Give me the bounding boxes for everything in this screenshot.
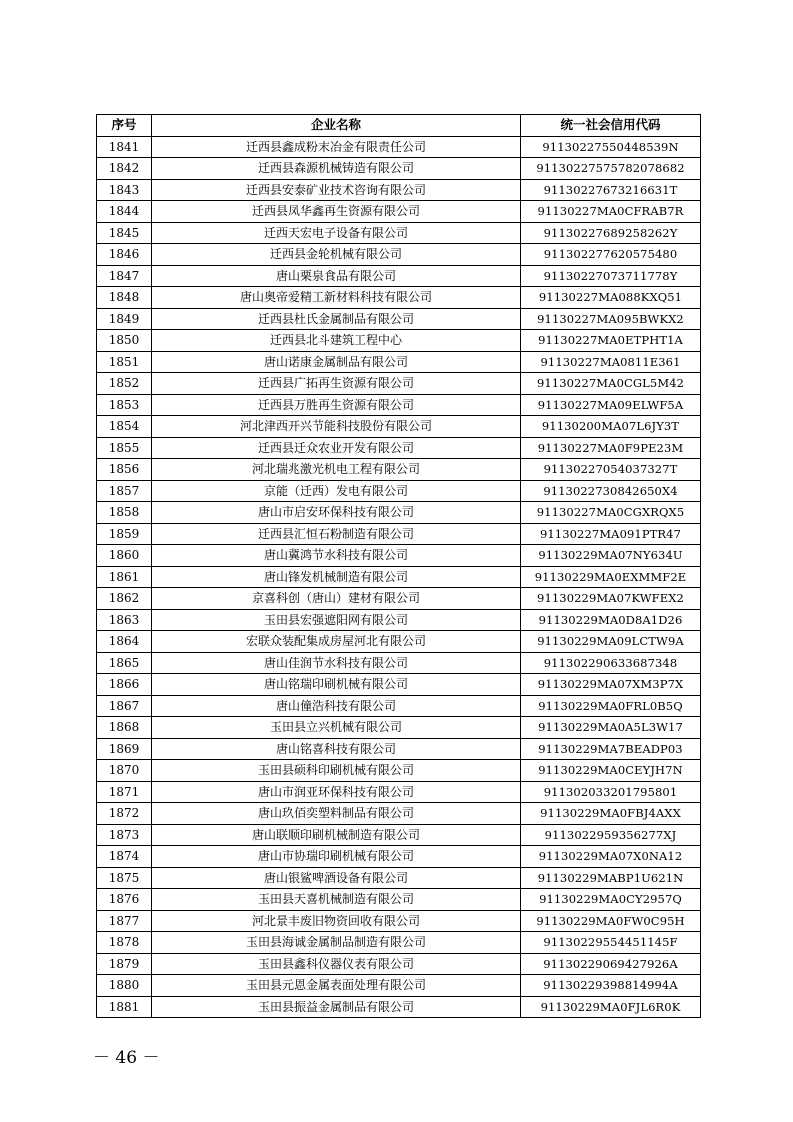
table-row <box>97 179 701 201</box>
cell-serial: 1851 <box>97 351 152 373</box>
table-row <box>97 674 701 696</box>
cell-serial: 1863 <box>97 609 152 631</box>
cell-company-name: 迁西县迁众农业开发有限公司 <box>152 437 521 459</box>
cell-company-name: 玉田县立兴机械有限公司 <box>152 717 521 739</box>
cell-credit-code: 91130227MA0ETPHT1A <box>521 330 701 352</box>
cell-credit-code: 911302277620575480 <box>521 244 701 266</box>
cell-company-name: 唐山市协瑞印刷机械有限公司 <box>152 846 521 868</box>
cell-credit-code: 9113022730842650X4 <box>521 480 701 502</box>
cell-credit-code: 9113022959356277XJ <box>521 824 701 846</box>
cell-company-name: 唐山市润亚环保科技有限公司 <box>152 781 521 803</box>
cell-credit-code: 91130227MA0CGXRQX5 <box>521 502 701 524</box>
cell-serial: 1869 <box>97 738 152 760</box>
cell-credit-code: 91130227689258262Y <box>521 222 701 244</box>
cell-company-name: 玉田县鑫科仪器仪表有限公司 <box>152 953 521 975</box>
table-row <box>97 695 701 717</box>
cell-company-name: 唐山铭喜科技有限公司 <box>152 738 521 760</box>
cell-serial: 1872 <box>97 803 152 825</box>
cell-credit-code: 91130227MA091PTR47 <box>521 523 701 545</box>
cell-company-name: 迁西县广拓再生资源有限公司 <box>152 373 521 395</box>
cell-credit-code: 91130227MA088KXQ51 <box>521 287 701 309</box>
cell-serial: 1875 <box>97 867 152 889</box>
table-row <box>97 932 701 954</box>
cell-serial: 1879 <box>97 953 152 975</box>
cell-company-name: 迁西县森源机械铸造有限公司 <box>152 158 521 180</box>
table-row <box>97 953 701 975</box>
cell-company-name: 玉田县海诚金属制品制造有限公司 <box>152 932 521 954</box>
cell-credit-code: 91130229MA0CEYJH7N <box>521 760 701 782</box>
table-row <box>97 416 701 438</box>
table-row <box>97 781 701 803</box>
cell-serial: 1852 <box>97 373 152 395</box>
cell-credit-code: 91130229MA07NY634U <box>521 545 701 567</box>
cell-serial: 1856 <box>97 459 152 481</box>
cell-serial: 1848 <box>97 287 152 309</box>
cell-company-name: 玉田县元恩金属表面处理有限公司 <box>152 975 521 997</box>
cell-serial: 1855 <box>97 437 152 459</box>
table-row <box>97 867 701 889</box>
cell-company-name: 玉田县天喜机械制造有限公司 <box>152 889 521 911</box>
cell-company-name: 唐山冀鸿节水科技有限公司 <box>152 545 521 567</box>
cell-credit-code: 91130229MA07KWFEX2 <box>521 588 701 610</box>
table-row <box>97 265 701 287</box>
cell-serial: 1873 <box>97 824 152 846</box>
cell-company-name: 唐山银鲨啤酒设备有限公司 <box>152 867 521 889</box>
cell-company-name: 唐山诺康金属制品有限公司 <box>152 351 521 373</box>
cell-credit-code: 91130227MA0811E361 <box>521 351 701 373</box>
cell-credit-code: 91130229MA0FRL0B5Q <box>521 695 701 717</box>
header-company-name: 企业名称 <box>152 115 521 137</box>
cell-credit-code: 91130229MA0FJL6R0K <box>521 996 701 1018</box>
cell-credit-code: 91130227MA0CFRAB7R <box>521 201 701 223</box>
table-row <box>97 996 701 1018</box>
cell-credit-code: 91130229MA0D8A1D26 <box>521 609 701 631</box>
cell-company-name: 迁西县鑫成粉末冶金有限责任公司 <box>152 136 521 158</box>
cell-credit-code: 91130229MA0FW0C95H <box>521 910 701 932</box>
cell-serial: 1866 <box>97 674 152 696</box>
cell-serial: 1854 <box>97 416 152 438</box>
cell-credit-code: 91130200MA07L6JY3T <box>521 416 701 438</box>
cell-company-name: 京喜科创（唐山）建材有限公司 <box>152 588 521 610</box>
table-row <box>97 480 701 502</box>
cell-serial: 1881 <box>97 996 152 1018</box>
cell-serial: 1841 <box>97 136 152 158</box>
table-row <box>97 910 701 932</box>
cell-company-name: 唐山佳润节水科技有限公司 <box>152 652 521 674</box>
table-row <box>97 330 701 352</box>
cell-credit-code: 911302033201795801 <box>521 781 701 803</box>
cell-credit-code: 91130227575782078682 <box>521 158 701 180</box>
cell-credit-code: 91130227MA0F9PE23M <box>521 437 701 459</box>
table-row <box>97 975 701 997</box>
cell-credit-code: 91130229MA0FBJ4AXX <box>521 803 701 825</box>
table-row <box>97 136 701 158</box>
cell-credit-code: 91130227550448539N <box>521 136 701 158</box>
table-row <box>97 351 701 373</box>
table-row <box>97 760 701 782</box>
cell-company-name: 迁西天宏电子设备有限公司 <box>152 222 521 244</box>
table-row <box>97 824 701 846</box>
cell-serial: 1845 <box>97 222 152 244</box>
cell-serial: 1880 <box>97 975 152 997</box>
enterprise-table <box>96 114 701 1018</box>
table-header-row <box>97 115 701 137</box>
cell-credit-code: 91130227MA09ELWF5A <box>521 394 701 416</box>
cell-company-name: 唐山市启安环保科技有限公司 <box>152 502 521 524</box>
cell-credit-code: 91130227673216631T <box>521 179 701 201</box>
cell-company-name: 唐山僮浩科技有限公司 <box>152 695 521 717</box>
table-row <box>97 803 701 825</box>
table-row <box>97 459 701 481</box>
cell-serial: 1860 <box>97 545 152 567</box>
cell-serial: 1846 <box>97 244 152 266</box>
table-row <box>97 373 701 395</box>
table-row <box>97 437 701 459</box>
cell-serial: 1868 <box>97 717 152 739</box>
table-row <box>97 222 701 244</box>
table-row <box>97 394 701 416</box>
cell-credit-code: 91130227MA095BWKX2 <box>521 308 701 330</box>
cell-serial: 1862 <box>97 588 152 610</box>
cell-company-name: 唐山锋发机械制造有限公司 <box>152 566 521 588</box>
cell-credit-code: 91130229MA0A5L3W17 <box>521 717 701 739</box>
cell-serial: 1877 <box>97 910 152 932</box>
cell-company-name: 迁西县安泰矿业技术咨询有限公司 <box>152 179 521 201</box>
cell-serial: 1859 <box>97 523 152 545</box>
cell-company-name: 宏联众装配集成房屋河北有限公司 <box>152 631 521 653</box>
cell-company-name: 京能（迁西）发电有限公司 <box>152 480 521 502</box>
cell-serial: 1842 <box>97 158 152 180</box>
cell-company-name: 唐山联顺印刷机械制造有限公司 <box>152 824 521 846</box>
cell-company-name: 河北瑞兆激光机电工程有限公司 <box>152 459 521 481</box>
table-row <box>97 201 701 223</box>
cell-company-name: 唐山奥帝爱精工新材料科技有限公司 <box>152 287 521 309</box>
cell-credit-code: 91130227054037327T <box>521 459 701 481</box>
cell-serial: 1857 <box>97 480 152 502</box>
table-row <box>97 738 701 760</box>
cell-serial: 1847 <box>97 265 152 287</box>
table-row <box>97 889 701 911</box>
table-row <box>97 652 701 674</box>
cell-serial: 1853 <box>97 394 152 416</box>
table-row <box>97 717 701 739</box>
cell-credit-code: 91130229MA09LCTW9A <box>521 631 701 653</box>
cell-credit-code: 91130229MA0CY2957Q <box>521 889 701 911</box>
table-row <box>97 631 701 653</box>
cell-company-name: 迁西县凤华鑫再生资源有限公司 <box>152 201 521 223</box>
cell-company-name: 迁西县北斗建筑工程中心 <box>152 330 521 352</box>
cell-credit-code: 91130229MABP1U621N <box>521 867 701 889</box>
cell-serial: 1867 <box>97 695 152 717</box>
table-row <box>97 287 701 309</box>
table-row <box>97 158 701 180</box>
cell-serial: 1843 <box>97 179 152 201</box>
cell-company-name: 河北津西开兴节能科技股份有限公司 <box>152 416 521 438</box>
table-row <box>97 523 701 545</box>
cell-serial: 1871 <box>97 781 152 803</box>
cell-company-name: 玉田县振益金属制品有限公司 <box>152 996 521 1018</box>
cell-credit-code: 91130229069427926A <box>521 953 701 975</box>
cell-serial: 1876 <box>97 889 152 911</box>
cell-company-name: 唐山铭瑞印刷机械有限公司 <box>152 674 521 696</box>
header-credit-code: 统一社会信用代码 <box>521 115 701 137</box>
cell-serial: 1861 <box>97 566 152 588</box>
cell-serial: 1864 <box>97 631 152 653</box>
table-row <box>97 566 701 588</box>
cell-company-name: 迁西县万胜再生资源有限公司 <box>152 394 521 416</box>
cell-company-name: 玉田县硕科印刷机械有限公司 <box>152 760 521 782</box>
cell-serial: 1858 <box>97 502 152 524</box>
cell-serial: 1878 <box>97 932 152 954</box>
cell-credit-code: 91130229MA0EXMMF2E <box>521 566 701 588</box>
cell-credit-code: 91130229MA07XM3P7X <box>521 674 701 696</box>
cell-credit-code: 91130227MA0CGL5M42 <box>521 373 701 395</box>
cell-serial: 1849 <box>97 308 152 330</box>
table-body <box>97 136 701 1018</box>
cell-credit-code: 91130229MA7BEADP03 <box>521 738 701 760</box>
cell-credit-code: 91130227073711778Y <box>521 265 701 287</box>
table-row <box>97 588 701 610</box>
table-row <box>97 308 701 330</box>
cell-company-name: 玉田县宏强遮阳网有限公司 <box>152 609 521 631</box>
table-row <box>97 545 701 567</box>
table-row <box>97 502 701 524</box>
cell-company-name: 唐山玖佰奕塑料制品有限公司 <box>152 803 521 825</box>
cell-company-name: 迁西县杜氏金属制品有限公司 <box>152 308 521 330</box>
cell-credit-code: 91130229398814994A <box>521 975 701 997</box>
table-row <box>97 609 701 631</box>
page-number: － 46 － <box>93 1048 160 1068</box>
cell-credit-code: 91130229554451145F <box>521 932 701 954</box>
table-row <box>97 846 701 868</box>
cell-serial: 1850 <box>97 330 152 352</box>
cell-company-name: 唐山栗泉食品有限公司 <box>152 265 521 287</box>
cell-credit-code: 91130229MA07X0NA12 <box>521 846 701 868</box>
table-row <box>97 244 701 266</box>
cell-credit-code: 911302290633687348 <box>521 652 701 674</box>
header-serial: 序号 <box>97 115 152 137</box>
cell-serial: 1844 <box>97 201 152 223</box>
cell-serial: 1870 <box>97 760 152 782</box>
cell-serial: 1865 <box>97 652 152 674</box>
cell-serial: 1874 <box>97 846 152 868</box>
cell-company-name: 迁西县汇恒石粉制造有限公司 <box>152 523 521 545</box>
cell-company-name: 河北景丰废旧物资回收有限公司 <box>152 910 521 932</box>
cell-company-name: 迁西县金轮机械有限公司 <box>152 244 521 266</box>
